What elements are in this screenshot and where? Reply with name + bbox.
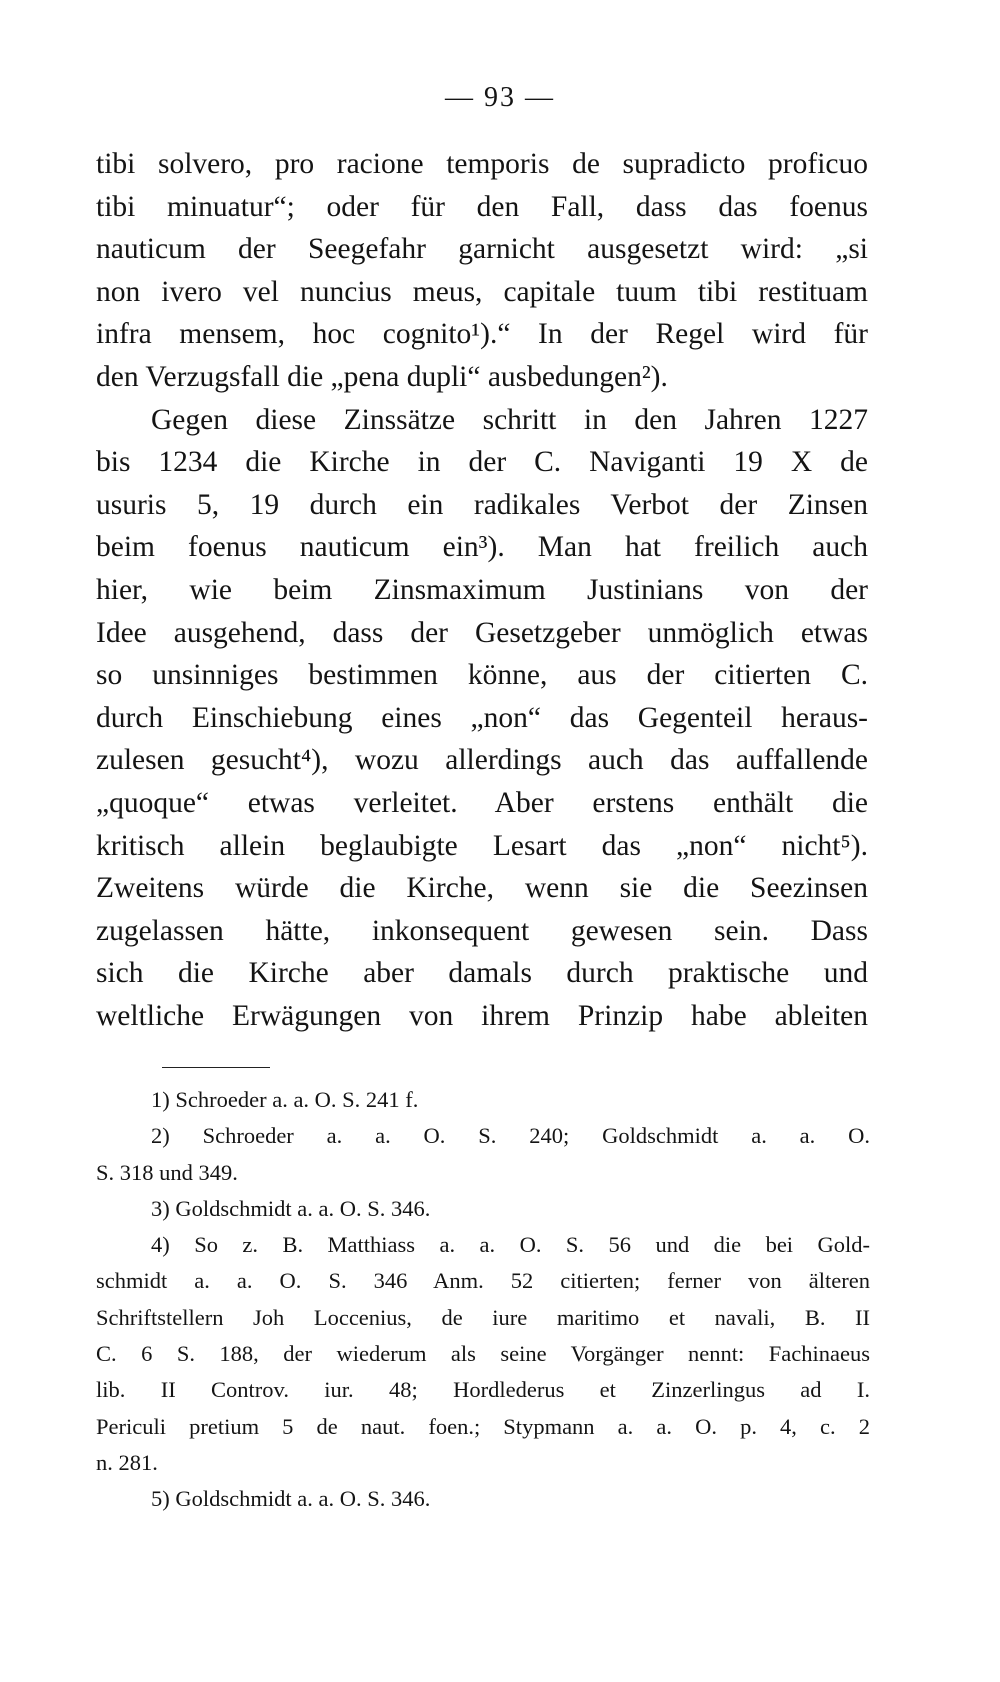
footnotes: [96, 1082, 870, 1518]
body-line: so unsinniges bestimmen könne, aus der citierten C.: [96, 659, 868, 692]
body-line: hier, wie beim Zinsmaximum Justinians von der: [96, 573, 868, 606]
body-line: usuris 5, 19 durch ein radikales Verbot der Zinsen: [96, 488, 868, 521]
footnote-separator: [162, 1067, 270, 1068]
footnote-line: lib. II Controv. iur. 48; Hordlederus et Zinzerlingus ad I.: [96, 1377, 870, 1403]
body-line: nauticum der Seegefahr garnicht ausgesetzt wird: „si: [96, 233, 868, 266]
body-line: weltliche Erwägungen von ihrem Prinzip habe ableiten: [96, 999, 868, 1032]
body-line: beim foenus nauticum ein³). Man hat freilich auch: [96, 531, 868, 564]
body-line: „quoque“ etwas verleitet. Aber erstens enthält die: [96, 786, 868, 819]
page-number: — 93 —: [445, 82, 555, 113]
footnote-line: 3) Goldschmidt a. a. O. S. 346.: [151, 1195, 431, 1221]
footnote-line: S. 318 und 349.: [96, 1159, 238, 1185]
body-line: zugelassen hätte, inkonsequent gewesen sein. Dass: [96, 914, 868, 947]
footnote-line: 4) So z. B. Matthiass a. a. O. S. 56 und die bei Gold-: [151, 1232, 870, 1258]
footnote-line: schmidt a. a. O. S. 346 Anm. 52 citierten; ferner von älteren: [96, 1268, 870, 1294]
body-line: infra mensem, hoc cognito¹).“ In der Regel wird für: [96, 318, 868, 351]
footnote-line: 2) Schroeder a. a. O. S. 240; Goldschmidt a. a. O.: [151, 1123, 870, 1149]
footnote-line: 1) Schroeder a. a. O. S. 241 f.: [151, 1087, 419, 1112]
body-line: sich die Kirche aber damals durch praktische und: [96, 957, 868, 990]
body-line: den Verzugsfall die „pena dupli“ ausbedungen²).: [96, 360, 668, 393]
body-line: zulesen gesucht⁴), wozu allerdings auch das auffallende: [96, 744, 868, 777]
footnote-line: Schriftstellern Joh Loccenius, de iure maritimo et navali, B. II: [96, 1304, 870, 1330]
body-line: kritisch allein beglaubigte Lesart das „non“ nicht⁵).: [96, 829, 868, 862]
footnote-line: n. 281.: [96, 1449, 158, 1475]
footnote-line: Periculi pretium 5 de naut. foen.; Stypmann a. a. O. p. 4, c. 2: [96, 1413, 870, 1439]
body-line: Idee ausgehend, dass der Gesetzgeber unmöglich etwas: [96, 616, 868, 649]
body-line: Gegen diese Zinssätze schritt in den Jahren 1227: [151, 403, 868, 436]
body-line: tibi solvero, pro racione temporis de supradicto proficuo: [96, 148, 868, 180]
body-text: [96, 143, 868, 1037]
body-line: non ivero vel nuncius meus, capitale tuum tibi restituam: [96, 275, 868, 308]
body-line: durch Einschiebung eines „non“ das Gegenteil heraus-: [96, 701, 868, 734]
footnote-line: C. 6 S. 188, der wiederum als seine Vorgänger nennt: Fachinaeus: [96, 1341, 870, 1367]
body-line: tibi minuatur“; oder für den Fall, dass das foenus: [96, 190, 868, 223]
body-line: Zweitens würde die Kirche, wenn sie die Seezinsen: [96, 872, 868, 905]
footnote-line: 5) Goldschmidt a. a. O. S. 346.: [151, 1486, 431, 1512]
body-line: bis 1234 die Kirche in der C. Naviganti 19 X de: [96, 446, 868, 479]
